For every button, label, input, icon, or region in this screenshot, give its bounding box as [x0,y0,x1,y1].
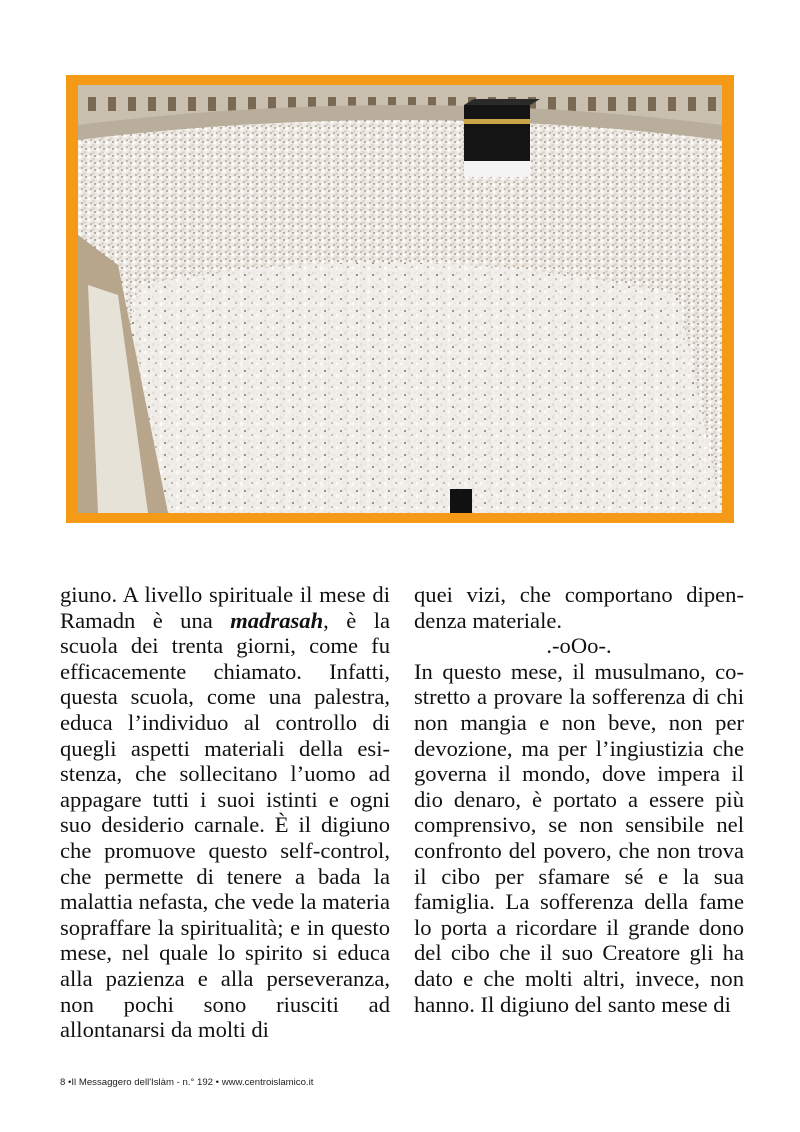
article-paragraph: quei vizi, che comportano dipendenza materiale. [414,582,744,633]
text-run: giuno. A livello spirituale il mese di Ramadn è una [60,582,390,633]
photo-illustration [78,85,722,513]
page-footer: 8 •Il Messaggero dell'Islàm - n.° 192 • www.centroislamico.it [60,1077,314,1088]
article-column-right [414,582,744,1017]
photo-frame [66,75,734,523]
text-run: , è la scuola dei trenta giorni, come fu efficacemente chiamato. Infatti, questa scuola, come una palestra, educa l’individuo al controllo di quegli aspetti materiali della esistenza, che sollecitano l’uomo ad appagare tutti i suoi istinti e ogni suo desiderio carnale. È il digiuno che promuove questo self-control, che permette di tenere a bada la malattia nefasta, che vede la materia sopraffare la spiritualità; e in questo mese, nel quale lo spirito si educa alla pazienza e alla perseveranza, non pochi sono riusciti ad allontanarsi da molti di [60,607,390,1043]
emphasized-term: madrasah [230,607,324,633]
article-column-left [60,582,390,1043]
kaaba-crowd-photo [78,85,722,513]
article-paragraph [60,582,390,1043]
section-separator: .-oOo-. [546,633,612,659]
article-paragraph: In questo mese, il musulmano, costretto a provare la sofferenza di chi non mangia e non beve, non per devozione, ma per l’ingiustizia che governa il mondo, dove impera il dio denaro, è portato a essere più comprensivo, se non sensibile nel confronto del povero, che non trova il cibo per sfamare sé e la sua famiglia. La sofferenza della fame lo porta a ricordare il grande dono del cibo che il suo Creatore gli ha dato e che molti altri, invece, non hanno. Il digiuno del santo mese di [414,658,744,1017]
